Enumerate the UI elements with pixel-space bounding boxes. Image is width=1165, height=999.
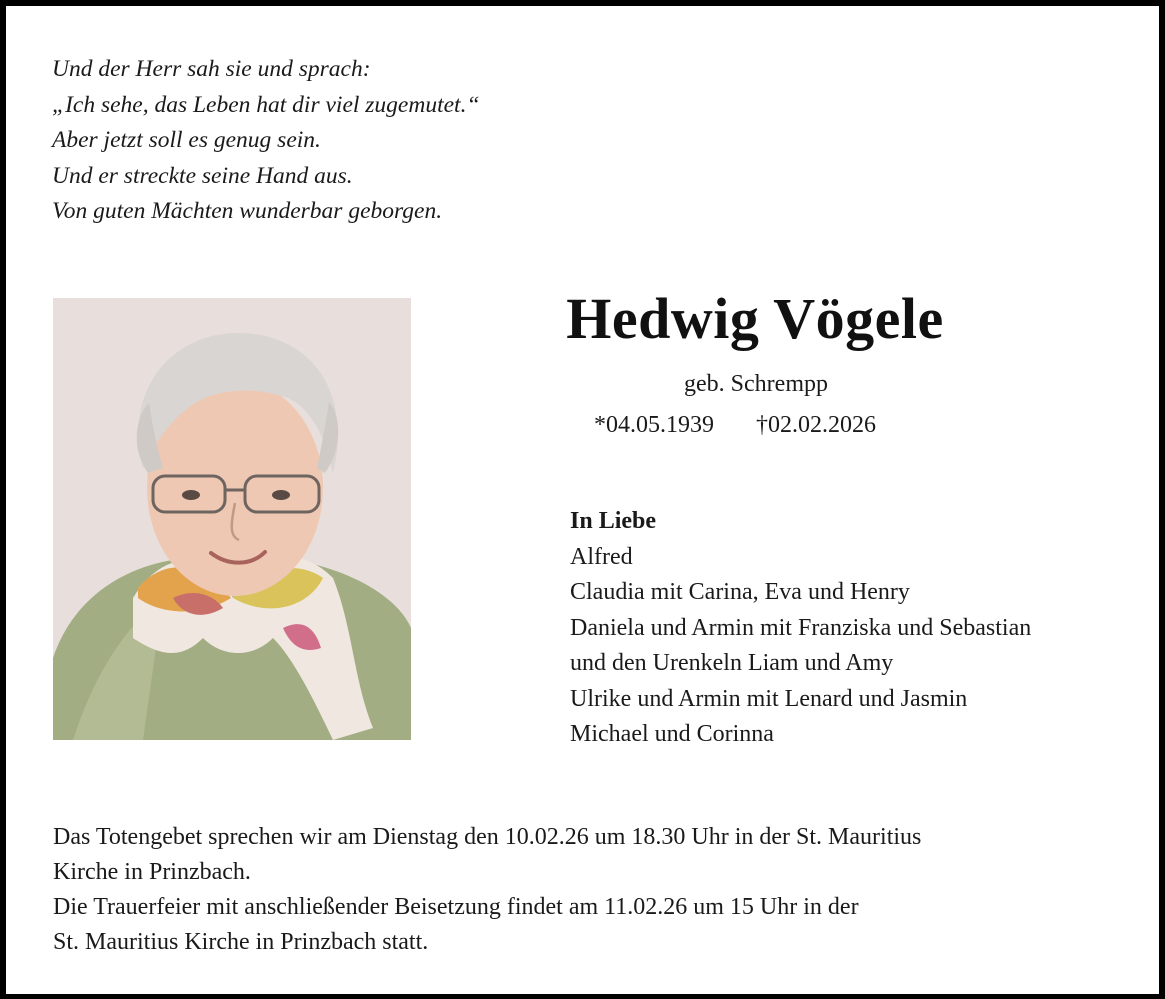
death-date: 02.02.2026 bbox=[768, 412, 876, 438]
maiden-name: geb. Schrempp bbox=[684, 371, 828, 397]
verse-line: Von guten Mächten wunderbar geborgen. bbox=[52, 198, 443, 224]
life-dates bbox=[594, 409, 994, 441]
verse-line: Und er streckte seine Hand aus. bbox=[52, 162, 353, 189]
family-line: Ulrike und Armin mit Lenard und Jasmin bbox=[570, 685, 968, 712]
notice-line: Die Trauerfeier mit anschließender Beisetzung findet am 11.02.26 um 15 Uhr in der bbox=[53, 894, 859, 920]
notice-line: Kirche in Prinzbach. bbox=[53, 859, 251, 885]
birth-symbol: * bbox=[594, 412, 606, 438]
notice-line: St. Mauritius Kirche in Prinzbach statt. bbox=[53, 929, 429, 955]
verse-line: „Ich sehe, das Leben hat dir viel zugemutet.“ bbox=[52, 91, 480, 118]
portrait-illustration bbox=[53, 298, 411, 740]
cross-icon: † bbox=[756, 412, 768, 438]
family-heading: In Liebe bbox=[570, 508, 657, 534]
family-list bbox=[570, 504, 1160, 753]
portrait-photo bbox=[53, 298, 411, 740]
family-line: Michael und Corinna bbox=[570, 721, 774, 747]
family-line: Daniela und Armin mit Franziska und Sebastian bbox=[570, 614, 1032, 641]
verse-line: Aber jetzt soll es genug sein. bbox=[52, 127, 321, 153]
deceased-name: Hedwig Vögele bbox=[566, 286, 944, 351]
family-line: und den Urenkeln Liam und Amy bbox=[570, 650, 894, 676]
notice-line: Das Totengebet sprechen wir am Dienstag den 10.02.26 um 18.30 Uhr in der St. Mauritius bbox=[53, 824, 922, 850]
verse bbox=[52, 52, 652, 230]
service-notice bbox=[53, 820, 1133, 960]
birth-date: 04.05.1939 bbox=[606, 412, 714, 438]
family-line: Alfred bbox=[570, 543, 633, 570]
verse-line: Und der Herr sah sie und sprach: bbox=[52, 56, 371, 82]
family-line: Claudia mit Carina, Eva und Henry bbox=[570, 579, 910, 605]
